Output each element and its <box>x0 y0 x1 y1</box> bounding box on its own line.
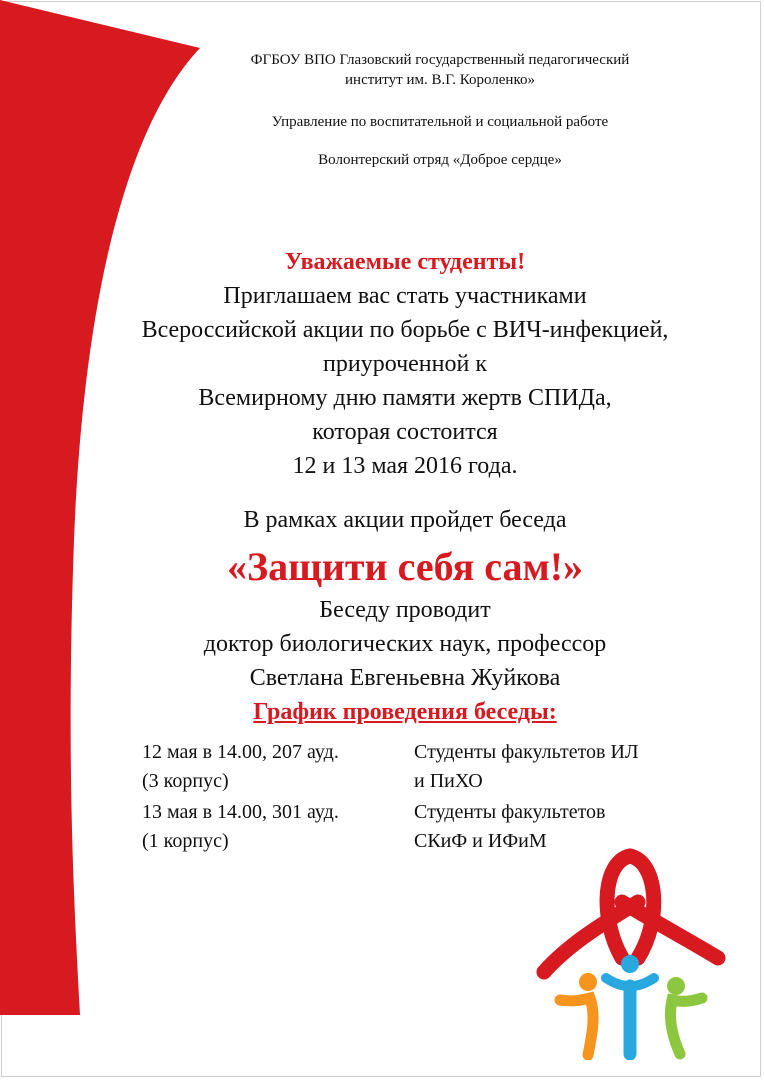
orange-figure-icon <box>560 973 597 1055</box>
blue-figure-icon <box>606 955 654 1054</box>
schedule-who-line-1: Студенты факультетов ИЛ <box>414 741 639 763</box>
schedule-when <box>142 798 414 856</box>
schedule-when-line-1: 13 мая в 14.00, 301 ауд. <box>142 801 339 823</box>
talk-title: «Защити себя сам!» <box>226 544 584 589</box>
institution-line-2: институт им. В.Г. Короленко» <box>345 72 535 88</box>
schedule-who-line-2: и ПиХО <box>414 770 483 792</box>
schedule-when-line-1: 12 мая в 14.00, 207 ауд. <box>142 741 339 763</box>
invitation-line-4: Всемирному дню памяти жертв СПИДа, <box>198 385 612 411</box>
schedule-who-line-1: Студенты факультетов <box>414 801 606 823</box>
invitation-line-3: приуроченной к <box>323 351 487 377</box>
schedule-who <box>414 738 694 796</box>
host-name: Светлана Евгеньевна Жуйкова <box>249 665 561 691</box>
invitation-line-1: Приглашаем вас стать участниками <box>223 283 587 309</box>
schedule-title: График проведения беседы: <box>253 699 557 725</box>
red-ribbon-house-logo <box>530 840 730 1060</box>
schedule-who-line-2: СКиФ и ИФиМ <box>414 830 547 852</box>
header <box>200 50 680 170</box>
invitation-line-2: Всероссийской акции по борьбе с ВИЧ-инфекцией, <box>141 317 669 343</box>
talk-block <box>90 503 720 727</box>
host-title: доктор биологических наук, профессор <box>203 631 607 657</box>
green-figure-icon <box>667 977 702 1054</box>
schedule-row <box>142 738 702 796</box>
host-label: Беседу проводит <box>319 597 491 623</box>
department-line: Управление по воспитательной и социальной работе <box>271 114 609 130</box>
schedule-when <box>142 738 414 796</box>
invitation-block <box>90 245 720 483</box>
institution-line-1: ФГБОУ ВПО Глазовский государственный педагогический <box>250 52 630 68</box>
volunteer-team-line: Волонтерский отряд «Доброе сердце» <box>318 152 562 168</box>
schedule-when-line-2: (1 корпус) <box>142 830 229 852</box>
schedule-when-line-2: (3 корпус) <box>142 770 229 792</box>
greeting: Уважаемые студенты! <box>284 249 526 275</box>
talk-intro: В рамках акции пройдет беседа <box>243 507 567 533</box>
invitation-line-5: которая состоится <box>312 419 498 445</box>
invitation-line-6: 12 и 13 мая 2016 года. <box>292 453 518 479</box>
